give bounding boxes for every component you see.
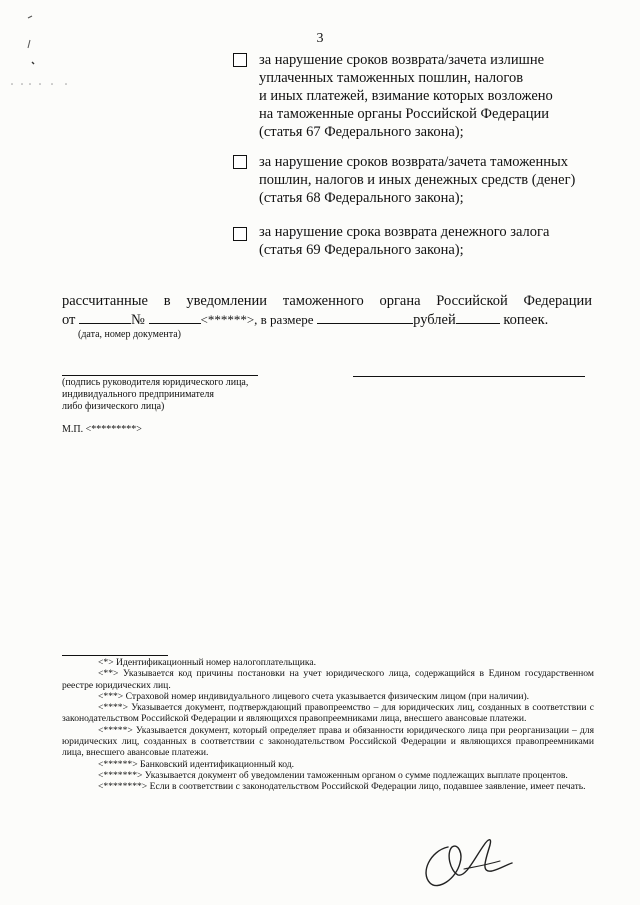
calculation-paragraph <box>62 292 592 341</box>
kopecks-label: копеек. <box>503 312 549 328</box>
text-line: на таможенные органы Российской Федерации <box>259 106 549 122</box>
word: уведомлении <box>186 293 268 309</box>
caption-line: индивидуального предпринимателя <box>62 389 214 400</box>
page-number: 3 <box>316 31 324 46</box>
caption-line: либо физического лица) <box>62 401 165 412</box>
text-line: пошлин, налогов и иных денежных средств (денег) <box>259 172 576 188</box>
text-line: за нарушение срока возврата денежного залога <box>259 224 550 240</box>
stamp-place-label: М.П. <*********> <box>62 424 142 435</box>
number-sign: № <box>131 312 145 328</box>
word: Российской <box>436 293 508 309</box>
footnote: <*****> Указывается документ, который определяет права и обязанности юридического лица при реорганизации – для юридических лиц, созданных в соответствии с законодательством Российской Федерации и являющихся правопреемниками лица, внесшего авансовые платежи. <box>62 724 594 759</box>
footnote: <**> Указывается код причины постановки на учет юридического лица, содержащийся в Едином государственном реестре юридических лиц. <box>62 668 594 691</box>
rubles-label: рублей <box>413 312 456 328</box>
checkbox-label-article-68 <box>259 153 589 207</box>
word: таможенного <box>282 293 364 309</box>
word: в <box>163 293 171 309</box>
text-line: и иных платежей, взимание которых возложено <box>259 88 553 104</box>
footnote: <********> Если в соответствии с законодательством Российской Федерации лицо, подавшее заявление, имеет печать. <box>98 781 586 793</box>
footnote: <******> Банковский идентификационный код. <box>98 758 295 770</box>
scan-margin-marks <box>8 12 78 92</box>
footnote: <****> Указывается документ, подтверждающий правопреемство – для юридических лиц, созданных в соответствии с законодательством Российской Федерации и являющихся правопреемниками лица, внесшего авансовые платежи. <box>62 702 594 725</box>
document-number-field[interactable] <box>149 310 201 324</box>
text-line: уплаченных таможенных пошлин, налогов <box>259 70 524 86</box>
caption-line: (подпись руководителя юридического лица, <box>62 377 249 388</box>
kopecks-field[interactable] <box>456 310 500 324</box>
footnote: <*******> Указывается документ об уведомлении таможенным органом о сумме подлежащих выплате процентов. <box>98 769 568 781</box>
signature-caption <box>62 375 258 413</box>
signature-line[interactable] <box>353 376 585 377</box>
word: рассчитанные <box>62 293 148 309</box>
checkbox-label-article-69 <box>259 223 589 259</box>
footnotes <box>62 657 594 793</box>
word: Федерации <box>523 293 592 309</box>
footnote: <*> Идентификационный номер налогоплательщика. <box>98 657 317 668</box>
footnote: <***> Страховой номер индивидуального лицевого счета указывается физическим лицом (при наличии). <box>98 690 530 702</box>
text-line: за нарушение сроков возврата/зачета излишне <box>259 52 545 68</box>
date-field[interactable] <box>79 310 131 324</box>
date-number-caption: (дата, номер документа) <box>78 329 182 340</box>
checkbox-article-68[interactable] <box>233 155 247 169</box>
calculation-line-2 <box>62 310 592 329</box>
footnote-divider <box>62 655 168 656</box>
handwritten-signature <box>400 825 520 895</box>
checkbox-article-67[interactable] <box>233 53 247 67</box>
calculation-line-1 <box>62 292 592 310</box>
rubles-field[interactable] <box>317 310 413 324</box>
text-line: (статья 69 Федерального закона); <box>259 242 464 258</box>
amount-label: <******>, в размере <box>200 312 314 327</box>
text-line: (статья 68 Федерального закона); <box>259 190 464 206</box>
text-line: (статья 67 Федерального закона); <box>259 124 464 140</box>
from-label: от <box>62 312 76 328</box>
word: органа <box>379 293 421 309</box>
checkbox-article-69[interactable] <box>233 227 247 241</box>
text-line: за нарушение сроков возврата/зачета таможенных <box>259 154 568 170</box>
checkbox-label-article-67 <box>259 51 589 141</box>
